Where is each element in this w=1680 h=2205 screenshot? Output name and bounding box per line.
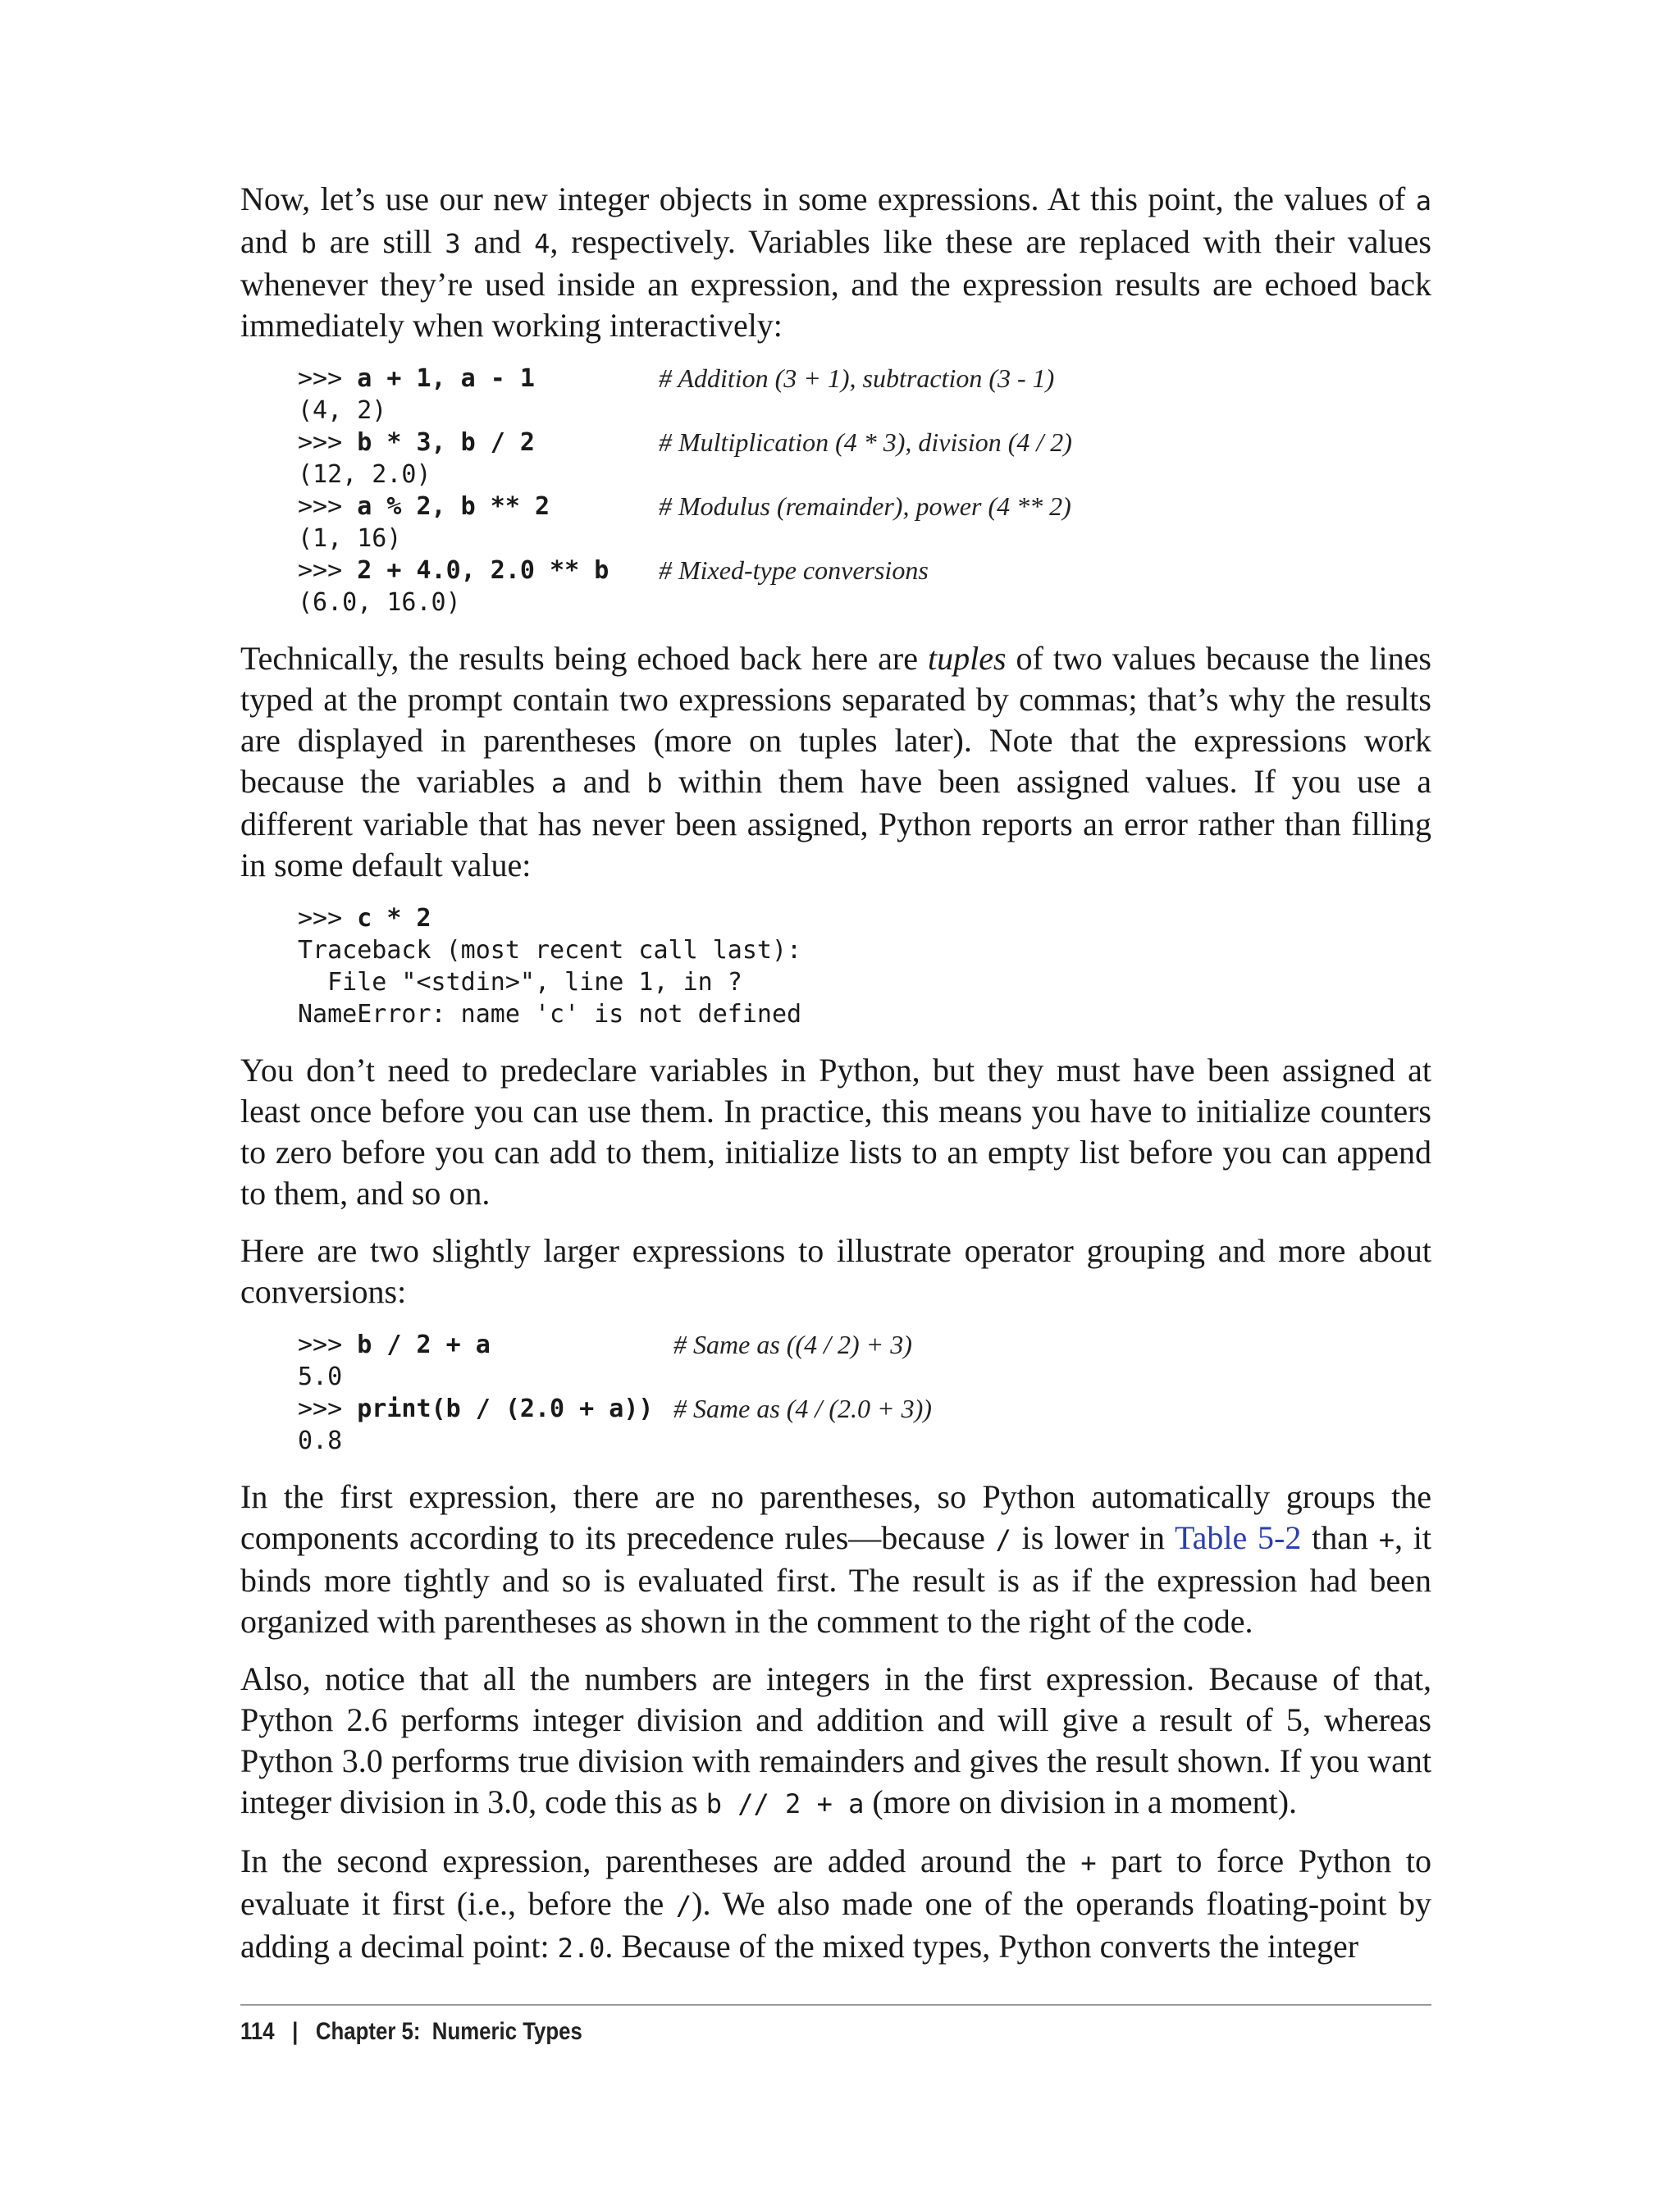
- inline-code: 3: [445, 228, 461, 259]
- table-5-2-link[interactable]: Table 5-2: [1175, 1519, 1302, 1556]
- paragraph-3: You don’t need to predeclare variables in Python, but they must have been assigned at least once before you can use them. In practice, this means you have to initialize counters to zero before you can add to them, initialize lists to an empty list before you can append to them, and so on.: [240, 1052, 1431, 1212]
- code-line: >>> b / 2 + a # Same as ((4 / 2) + 3): [298, 1330, 912, 1359]
- inline-code: 4: [534, 228, 550, 259]
- code-output: 5.0: [298, 1363, 343, 1391]
- code-comment: # Mixed-type conversions: [659, 555, 929, 585]
- footer-separator: |: [292, 2018, 299, 2045]
- inline-code: b: [300, 228, 317, 259]
- code-line: >>> b * 3, b / 2 # Multiplication (4 * 3), division (4 / 2): [298, 427, 1072, 457]
- code-output: (1, 16): [298, 524, 402, 553]
- paragraph-4: Here are two slightly larger expressions to illustrate operator grouping and more about conversions:: [240, 1232, 1431, 1310]
- code-example-arithmetic: [298, 363, 1431, 619]
- page-content: [240, 179, 1431, 1985]
- code-line: >>> c * 2: [298, 904, 431, 933]
- code-comment: # Same as ((4 / 2) + 3): [673, 1330, 912, 1359]
- code-comment: # Addition (3 + 1), subtraction (3 - 1): [659, 363, 1055, 393]
- inline-code: 2.0: [557, 1933, 605, 1964]
- footer-divider: [240, 2004, 1431, 2006]
- page-number: 114: [240, 2018, 275, 2045]
- code-output: File "<stdin>", line 1, in ?: [298, 968, 742, 997]
- emphasis: tuples: [927, 640, 1007, 677]
- inline-code: b // 2 + a: [705, 1788, 865, 1819]
- inline-code: +: [1378, 1524, 1395, 1555]
- code-output: (6.0, 16.0): [298, 588, 461, 617]
- paragraph-2: Technically, the results being echoed back here are tuples of two values because the lines typed at the prompt contain two expressions separated by commas; that’s why the results are displayed in parentheses (more on tuples later). Note that the expressions work because the variables a and b within them have been assigned values. If you use a different variable that has never been assigned, Python reports an error rather than filling in some default value:: [240, 640, 1431, 883]
- code-output: (12, 2.0): [298, 460, 431, 489]
- paragraph-6: Also, notice that all the numbers are integers in the first expression. Because of that, Python 2.6 performs integer division and addition and will give a result of 5, whereas Python 3.0 performs true division with remainders and gives the result shown. If you want integer division in 3.0, code this as b // 2 + a (more on division in a moment).: [240, 1660, 1431, 1820]
- code-example-grouping: [298, 1329, 1431, 1457]
- inline-code: /: [675, 1890, 692, 1921]
- inline-code: /: [995, 1524, 1011, 1555]
- code-line: >>> a + 1, a - 1 # Addition (3 + 1), subtraction (3 - 1): [298, 363, 1055, 393]
- inline-code: +: [1080, 1847, 1097, 1879]
- code-output: (4, 2): [298, 396, 387, 425]
- code-line: >>> 2 + 4.0, 2.0 ** b # Mixed-type conversions: [298, 555, 929, 585]
- code-example-name-error: [298, 902, 1431, 1030]
- code-comment: # Modulus (remainder), power (4 ** 2): [659, 491, 1071, 521]
- page-footer: [240, 2018, 582, 2046]
- inline-code: a: [1415, 185, 1431, 217]
- running-chapter-title: Chapter 5: Numeric Types: [315, 2018, 582, 2045]
- code-output: NameError: name 'c' is not defined: [298, 1000, 802, 1029]
- inline-code: a: [550, 768, 568, 799]
- inline-code: b: [646, 768, 663, 799]
- paragraph-5: In the first expression, there are no parentheses, so Python automatically groups the components according to its precedence rules—because / is lower in Table 5-2 than +, it binds more tightly and so is evaluated first. The result is as if the expression had been organized with parentheses as shown in the comment to the right of the code.: [240, 1478, 1431, 1640]
- code-line: >>> print(b / (2.0 + a)) # Same as (4 / (2.0 + 3)): [298, 1394, 932, 1423]
- code-output: 0.8: [298, 1427, 343, 1455]
- code-line: >>> a % 2, b ** 2 # Modulus (remainder), power (4 ** 2): [298, 491, 1071, 521]
- code-comment: # Same as (4 / (2.0 + 3)): [673, 1394, 932, 1423]
- code-output: Traceback (most recent call last):: [298, 936, 802, 965]
- paragraph-7: In the second expression, parentheses are added around the + part to force Python to evaluate it first (i.e., before the /). We also made one of the operands floating-point by adding a decimal point: 2.0. Because of the mixed types, Python converts the integer: [240, 1842, 1431, 1965]
- code-comment: # Multiplication (4 * 3), division (4 / 2): [659, 427, 1072, 457]
- paragraph-1: Now, let’s use our new integer objects in some expressions. At this point, the values of a and b are still 3 and 4, respectively. Variables like these are replaced with their values whenever they’re used inside an expression, and the expression results are echoed back immediately when working interactively:: [240, 180, 1431, 344]
